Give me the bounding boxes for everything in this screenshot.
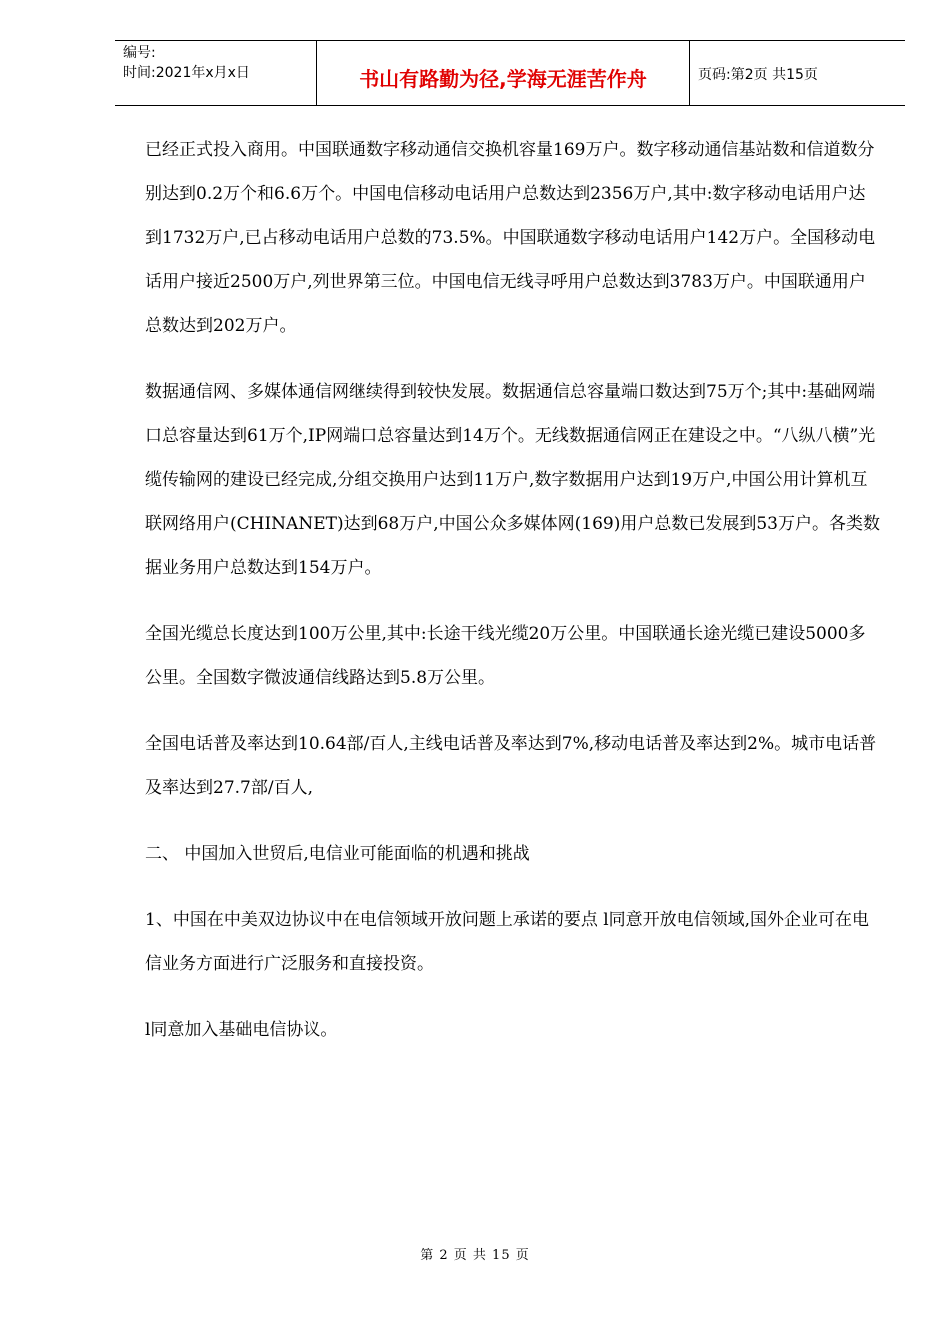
header-motto-cell — [317, 41, 690, 105]
document-time-label: 时间:2021年x月x日 — [123, 65, 250, 81]
header-page-cell — [690, 41, 905, 105]
body-paragraph: 数据通信网、多媒体通信网继续得到较快发展。数据通信总容量端口数达到75万个;其中:基础网端口总容量达到61万个,IP网端口总容量达到14万个。无线数据通信网正在建设之中。“八纵八横”光缆传输网的建设已经完成,分组交换用户达到11万户,数字数据用户达到19万户,中国公用计算机互联网络用户(CHINANET)达到68万户,中国公众多媒体网(169)用户总数已发展到53万户。各类数据业务用户总数达到154万户。 — [145, 382, 880, 578]
body-paragraph: 全国电话普及率达到10.64部/百人,主线电话普及率达到7%,移动电话普及率达到2%。城市电话普及率达到27.7部/百人, — [145, 734, 877, 798]
section-heading: 二、 中国加入世贸后,电信业可能面临的机遇和挑战 — [145, 844, 530, 864]
body-paragraph: l同意加入基础电信协议。 — [145, 1020, 338, 1040]
body-paragraph: 全国光缆总长度达到100万公里,其中:长途干线光缆20万公里。中国联通长途光缆已建设5000多公里。全国数字微波通信线路达到5.8万公里。 — [145, 624, 866, 688]
body-paragraph: 1、中国在中美双边协议中在电信领域开放问题上承诺的要点 l同意开放电信领域,国外企业可在电信业务方面进行广泛服务和直接投资。 — [145, 910, 870, 974]
header-meta-cell — [115, 41, 317, 105]
page-header — [115, 40, 905, 106]
motto-text: 书山有路勤为径,学海无涯苦作舟 — [359, 66, 647, 91]
page-footer — [0, 1244, 950, 1263]
document-number-label: 编号: — [123, 45, 156, 61]
header-page-info: 页码:第2页 共15页 — [698, 67, 818, 83]
document-body — [145, 128, 880, 1074]
body-paragraph: 已经正式投入商用。中国联通数字移动通信交换机容量169万户。数字移动通信基站数和信道数分别达到0.2万个和6.6万个。中国电信移动电话用户总数达到2356万户,其中:数字移动电话用户达到1732万户,已占移动电话用户总数的73.5%。中国联通数字移动电话用户142万户。全国移动电话用户接近2500万户,列世界第三位。中国电信无线寻呼用户总数达到3783万户。中国联通用户总数达到202万户。 — [145, 140, 876, 336]
footer-page-number: 第 2 页 共 15 页 — [420, 1248, 530, 1263]
